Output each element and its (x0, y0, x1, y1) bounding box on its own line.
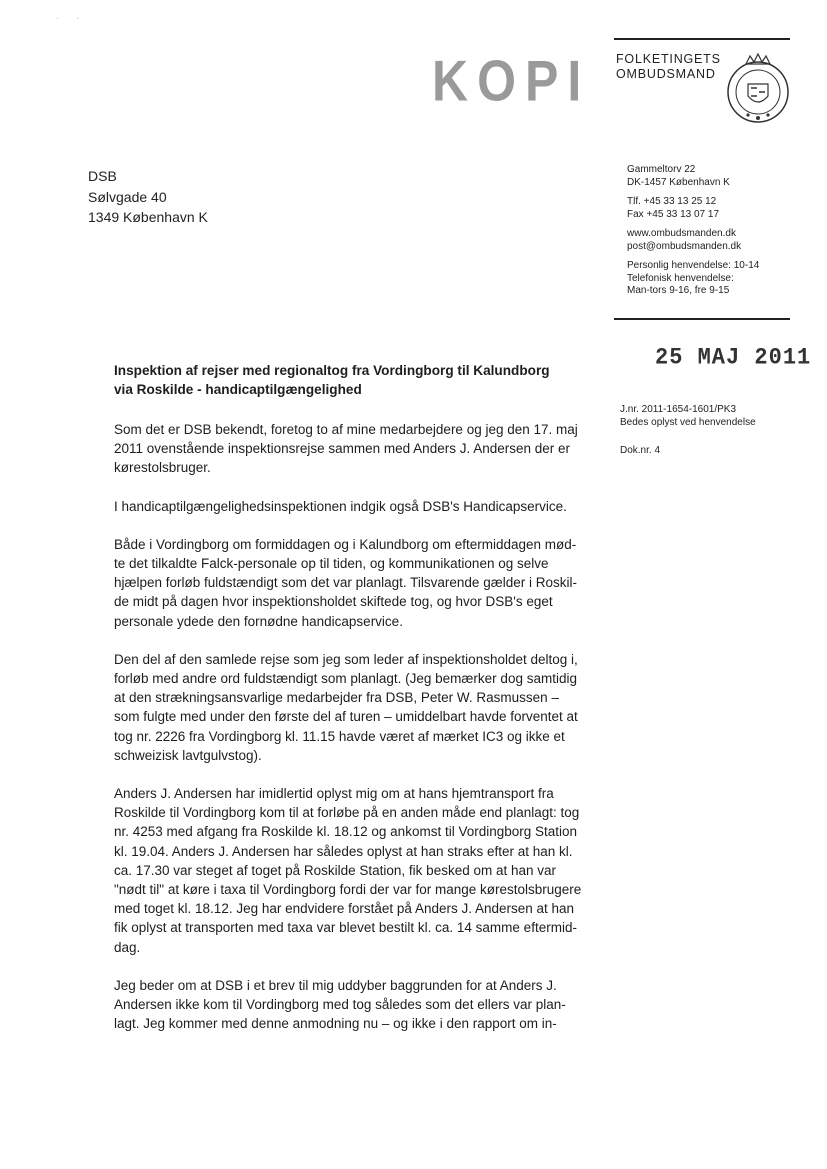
address-line: DK-1457 København K (627, 176, 730, 188)
paragraph-line: hjælpen forløb fuldstændigt som det var planlagt. Tilsvarende gælder i Roskil- (114, 575, 577, 591)
letter-title (114, 361, 550, 399)
recipient-line: Sølvgade 40 (88, 188, 167, 205)
body-paragraph (114, 976, 594, 1034)
paragraph-line: Roskilde til Vordingborg kom til at forløbe på en anden måde end planlagt: tog (114, 805, 580, 821)
address-line: Gammeltorv 22 (627, 164, 696, 175)
reference-note: Bedes oplyst ved henvendelse (620, 416, 756, 428)
paragraph-line: tog nr. 2226 fra Vordingborg kl. 11.15 havde været af mærket IC3 og ikke et (114, 728, 565, 744)
body-paragraph (114, 535, 594, 631)
paragraph-line: som fulgte med under den første del af turen – umiddelbart havde forventet at (114, 709, 578, 725)
paragraph-line: "nødt til" at køre i taxa til Vordingborg fordi der var for mange kørestolsbrugere (114, 882, 582, 898)
paragraph-line: dag. (114, 939, 141, 955)
recipient-line: 1349 København K (88, 209, 208, 225)
letter-body (114, 420, 594, 1052)
scan-specks: · · (56, 14, 80, 23)
body-paragraph (114, 420, 594, 478)
fax-line: Fax +45 33 13 07 17 (627, 208, 720, 220)
website-link[interactable]: www.ombudsmanden.dk (627, 228, 736, 239)
paragraph-line: med toget kl. 18.12. Jeg har endvidere forstået på Anders J. Andersen at han (114, 901, 575, 917)
title-line: via Roskilde - handicaptilgængelighed (114, 382, 362, 397)
hours-line: Telefonisk henvendelse: (627, 272, 734, 284)
body-paragraph (114, 784, 594, 957)
paragraph-line: I handicaptilgængelighedsinspektionen indgik også DSB's Handicapservice. (114, 498, 567, 514)
paragraph-line: kørestolsbruger. (114, 460, 211, 476)
kopi-stamp: KOPI (432, 48, 591, 113)
organization-line-1: FOLKETINGETS (616, 52, 721, 66)
body-paragraph (114, 650, 594, 765)
title-line: Inspektion af rejser med regionaltog fra Vordingborg til Kalundborg (114, 363, 550, 378)
hours-line: Man-tors 9-16, fre 9-15 (627, 285, 730, 296)
recipient-address (88, 166, 208, 228)
header-rule (614, 38, 790, 40)
paragraph-line: personale ydede den fornødne handicapservice. (114, 613, 403, 629)
paragraph-line: Både i Vordingborg om formiddagen og i Kalundborg om eftermiddagen mød- (114, 536, 577, 552)
paragraph-line: Anders J. Andersen har imidlertid oplyst mig om at hans hjemtransport fra (114, 786, 554, 802)
paragraph-line: kl. 19.04. Anders J. Andersen har således oplyst at han straks efter at han kl. (114, 843, 573, 859)
journal-number: J.nr. 2011-1654-1601/PK3 (620, 404, 737, 415)
organization-line-2: OMBUDSMAND (616, 67, 716, 81)
body-paragraph (114, 497, 594, 516)
paragraph-line: 2011 ovenstående inspektionsrejse sammen med Anders J. Andersen der er (114, 441, 571, 457)
reference-block (620, 404, 756, 458)
hours-line: Personlig henvendelse: 10-14 (627, 260, 760, 271)
paragraph-line: de midt på dagen hvor inspektionsholdet skiftede tog, og hvor DSB's eget (114, 594, 553, 610)
contact-rule (614, 318, 790, 320)
recipient-line: DSB (88, 168, 117, 184)
paragraph-line: Den del af den samlede rejse som jeg som leder af inspektionsholdet deltog i, (114, 651, 578, 667)
phone-line: Tlf. +45 33 13 25 12 (627, 196, 717, 207)
paragraph-line: Andersen ikke kom til Vordingborg med tog således som det ellers var plan- (114, 997, 566, 1013)
paragraph-line: lagt. Jeg kommer med denne anmodning nu – og ikke i den rapport om in- (114, 1016, 557, 1032)
paragraph-line: at den strækningsansvarlige medarbejder fra DSB, Peter W. Rasmussen – (114, 690, 559, 706)
paragraph-line: fik oplyst at transporten med taxa var blevet bestilt kl. ca. 14 samme eftermid- (114, 920, 577, 936)
royal-seal-icon (724, 52, 790, 126)
email-link[interactable]: post@ombudsmanden.dk (627, 240, 742, 252)
organization-name (616, 52, 721, 82)
paragraph-line: Jeg beder om at DSB i et brev til mig uddyber baggrunden for at Anders J. (114, 977, 557, 993)
paragraph-line: schweizisk lavtgulvstog). (114, 747, 262, 763)
paragraph-line: Som det er DSB bekendt, foretog to af mine medarbejdere og jeg den 17. maj (114, 422, 578, 437)
date-stamp: 25 MAJ 2011 (655, 344, 812, 371)
contact-block (627, 164, 759, 298)
paragraph-line: nr. 4253 med afgang fra Roskilde kl. 18.12 og ankomst til Vordingborg Station (114, 824, 578, 840)
paragraph-line: te det tilkaldte Falck-personale op til tiden, og kommunikationen og selve (114, 556, 549, 572)
paragraph-line: forløb med andre ord fuldstændigt som planlagt. (Jeg bemærker dog samtidig (114, 671, 577, 687)
document-number: Dok.nr. 4 (620, 445, 661, 456)
paragraph-line: ca. 17.30 var steget af toget på Roskilde Station, fik besked om at han var (114, 862, 557, 878)
